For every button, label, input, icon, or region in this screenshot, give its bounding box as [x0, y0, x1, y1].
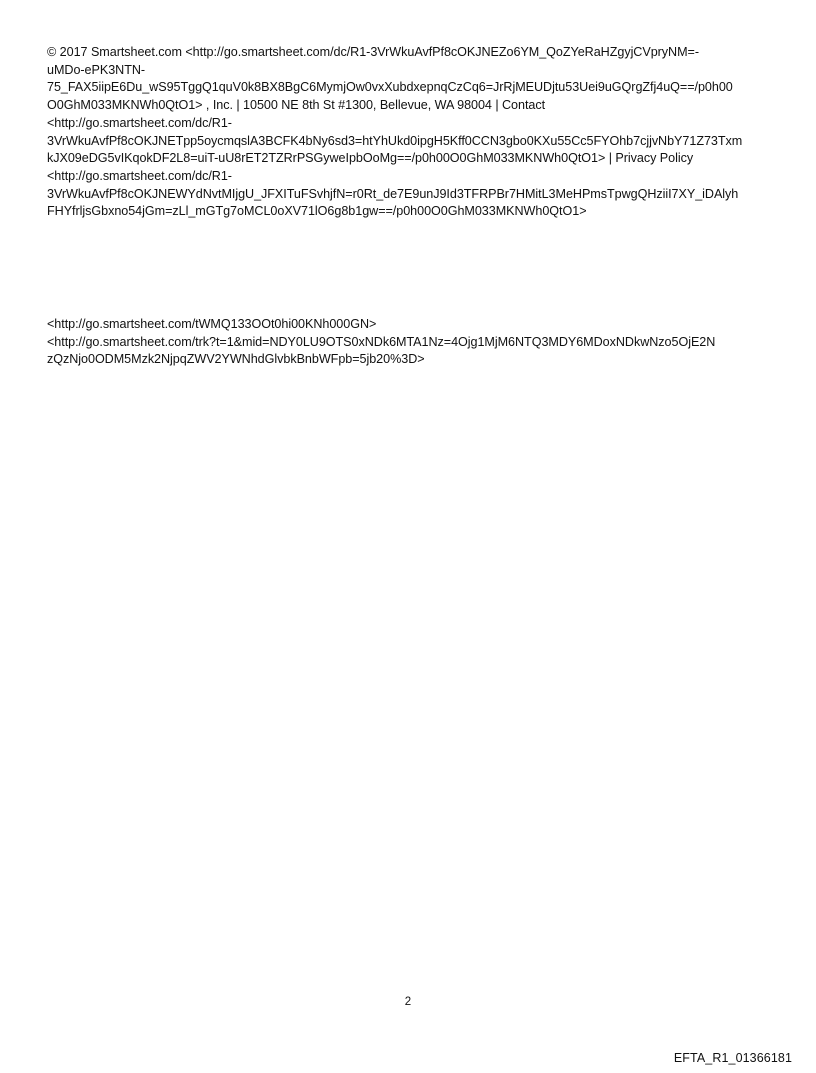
footer-line: 3VrWkuAvfPf8cOKJNETpp5oycmqslA3BCFK4bNy6sd3=htYhUkd0ipgH5Kff0CCN3gbo0KXu55Cc5FYOhb7cjjvNbY71Z73Txm: [47, 133, 743, 148]
bates-number: EFTA_R1_01366181: [673, 1051, 792, 1065]
footer-line: 3VrWkuAvfPf8cOKJNEWYdNvtMIjgU_JFXITuFSvhjfN=r0Rt_de7E9unJ9Id3TFRPBr7HMitL3MeHPmsTpwgQHziiI7XY_iDAlyh: [47, 186, 739, 201]
tracking-links-text: [47, 316, 773, 369]
email-footer-text: [47, 44, 773, 221]
footer-line: <http://go.smartsheet.com/dc/R1-: [47, 115, 232, 130]
footer-line: <http://go.smartsheet.com/dc/R1-: [47, 168, 232, 183]
tracking-line: <http://go.smartsheet.com/tWMQ133OOt0hi00KNh000GN>: [47, 317, 377, 331]
footer-line: © 2017 Smartsheet.com <http://go.smartsheet.com/dc/R1-3VrWkuAvfPf8cOKJNEZo6YM_QoZYeRaHZgyjCVpryNM=-: [47, 45, 699, 59]
footer-line: 75_FAX5iipE6Du_wS95TggQ1quV0k8BX8BgC6MymjOw0vxXubdxepnqCzCq6=JrRjMEUDjtu53Uei9uGQrgZfj4uQ==/p0h00: [47, 80, 733, 95]
footer-line: kJX09eDG5vIKqokDF2L8=uiT-uU8rET2TZRrPSGyweIpbOoMg==/p0h00O0GhM033MKNWh0QtO1> | Privacy Policy: [47, 151, 694, 166]
tracking-line: <http://go.smartsheet.com/trk?t=1&mid=NDY0LU9OTS0xNDk6MTA1Nz=4Ojg1MjM6NTQ3MDY6MDoxNDkwNzo5OjE2N: [47, 334, 716, 349]
page-number: 2: [404, 996, 412, 1008]
footer-line: uMDo-ePK3NTN-: [47, 62, 146, 77]
footer-line: FHYfrljsGbxno54jGm=zLl_mGTg7oMCL0oXV71lO6g8b1gw==/p0h00O0GhM033MKNWh0QtO1>: [47, 204, 587, 219]
tracking-line: zQzNjo0ODM5Mzk2NjpqZWV2YWNhdGlvbkBnbWFpb=5jb20%3D>: [47, 352, 425, 367]
footer-line: O0GhM033MKNWh0QtO1> , Inc. | 10500 NE 8th St #1300, Bellevue, WA 98004 | Contact: [47, 98, 546, 113]
